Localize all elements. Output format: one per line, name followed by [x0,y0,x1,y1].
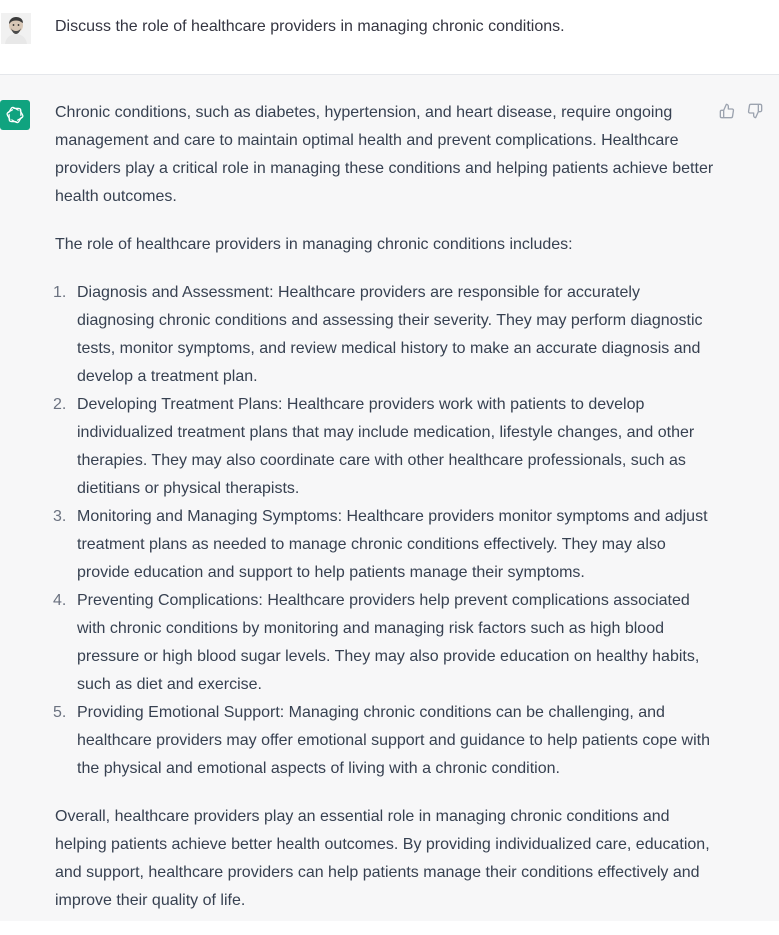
assistant-message-content [55,99,715,935]
thumbs-down-icon[interactable] [747,103,765,121]
list-item [55,391,715,503]
openai-logo-icon [0,100,30,130]
list-item [55,503,715,587]
user-message-text: Discuss the role of healthcare providers in managing chronic conditions. [55,18,565,35]
user-message-row [0,0,779,75]
list-item-number: 4. [53,592,67,609]
thumbs-up-icon[interactable] [719,103,737,121]
user-avatar-icon [1,13,31,44]
list-item-text: Diagnosis and Assessment: Healthcare providers are responsible for accurately diagnosing chronic conditions and assessing their severity. They may perform diagnostic tests, monitor symptoms, and review medical history to make an accurate diagnosis and develop a treatment plan. [77,284,703,385]
list-lead-paragraph: The role of healthcare providers in managing chronic conditions includes: [55,236,573,253]
list-item-number: 3. [53,508,67,525]
intro-paragraph: Chronic conditions, such as diabetes, hypertension, and heart disease, require ongoing management and care to maintain optimal health and prevent complications. Healthcare providers play a critical role in managing these conditions and helping patients achieve better health outcomes. [55,104,714,205]
list-item-text: Developing Treatment Plans: Healthcare providers work with patients to develop individualized treatment plans that may include medication, lifestyle changes, and other therapies. They may also coordinate care with other healthcare professionals, such as dietitians or physical therapists. [77,396,695,497]
list-item [55,587,715,699]
roles-list [55,279,715,783]
list-item-text: Monitoring and Managing Symptoms: Healthcare providers monitor symptoms and adjust treatment plans as needed to manage chronic conditions effectively. They may also provide education and support to help patients manage their symptoms. [77,508,708,581]
list-item [55,699,715,783]
list-item-number: 2. [53,396,67,413]
closing-paragraph: Overall, healthcare providers play an essential role in managing chronic conditions and helping patients achieve better health outcomes. By providing individualized care, education, and support, healthcare providers can help patients manage their conditions effectively and improve their quality of life. [55,808,710,909]
list-item-number: 1. [53,284,67,301]
list-item-number: 5. [53,704,67,721]
list-item-text: Providing Emotional Support: Managing chronic conditions can be challenging, and healthcare providers may offer emotional support and guidance to help patients cope with the physical and emotional aspects of living with a chronic condition. [77,704,710,777]
assistant-message-row [0,75,779,921]
list-item-text: Preventing Complications: Healthcare providers help prevent complications associated with chronic conditions by monitoring and managing risk factors such as high blood pressure or high blood sugar levels. They may also provide education on healthy habits, such as diet and exercise. [77,592,700,693]
list-item [55,279,715,391]
